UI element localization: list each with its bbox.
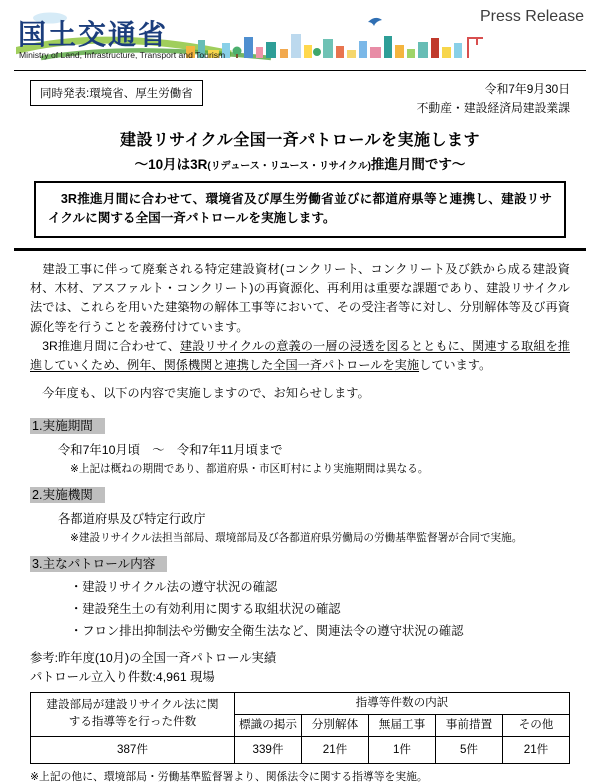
table-header-sub-4: 事前措置 bbox=[436, 714, 503, 736]
results-table bbox=[30, 692, 570, 764]
joint-announcement-box: 同時発表:環境省、厚生労働省 bbox=[30, 80, 203, 106]
section-heading-1: 1.実施期間 bbox=[30, 418, 105, 434]
release-date: 令和7年9月30日 bbox=[484, 82, 570, 96]
body-paragraph-3: 今年度も、以下の内容で実施しますので、お知らせします。 bbox=[30, 386, 370, 401]
section-contents bbox=[30, 553, 570, 639]
page-subtitle bbox=[0, 153, 600, 173]
bullet-item: ・フロン排出抑制法や労働安全衛生法など、関連法令の遵守状況の確認 bbox=[70, 623, 464, 638]
body-text bbox=[30, 260, 570, 404]
section-period bbox=[30, 415, 570, 476]
bullet-item: ・建設発生土の有効利用に関する取組状況の確認 bbox=[70, 601, 341, 616]
press-release-label: Press Release bbox=[479, 8, 584, 25]
footnote: ※上記の他に、環境部局・労働基準監督署より、関係法令に関する指導等を実施。 bbox=[30, 771, 428, 784]
table-value-4: 5件 bbox=[436, 736, 503, 764]
section-heading-row bbox=[30, 484, 570, 504]
subtitle-left: 〜10月は3R bbox=[134, 156, 208, 172]
header bbox=[16, 8, 584, 68]
section-heading-row bbox=[30, 553, 570, 573]
table-value-1: 339件 bbox=[235, 736, 302, 764]
section-heading-row bbox=[30, 415, 570, 435]
title-block bbox=[0, 127, 600, 173]
table-value-col1: 387件 bbox=[31, 736, 235, 764]
release-department: 不動産・建設経済局建設業課 bbox=[416, 100, 570, 115]
date-block bbox=[417, 80, 570, 118]
section-heading-2: 2.実施機関 bbox=[30, 487, 105, 503]
info-row bbox=[30, 80, 570, 118]
table-header-sub-5: その他 bbox=[503, 714, 570, 736]
p2-plain: 3R推進月間に合わせて、 bbox=[30, 338, 181, 353]
bird-icon bbox=[368, 18, 382, 26]
ministry-subtitle: Ministry of Land, Infrastructure, Transport and Tourism bbox=[19, 50, 226, 60]
table-header-sub-1: 標識の掲示 bbox=[235, 714, 302, 736]
header-divider bbox=[14, 70, 586, 71]
crane-icon bbox=[468, 38, 483, 58]
subtitle-right: 推進月間です〜 bbox=[370, 156, 466, 172]
table-header-col1: 建設部局が建設リサイクル法に関する指導等を行った件数 bbox=[31, 692, 235, 736]
section-divider bbox=[14, 248, 586, 251]
buildings-icon bbox=[186, 34, 462, 58]
summary-box: 3R推進月間に合わせて、環境省及び厚生労働省並びに都道府県等と連携し、建設リサイクルに関する全国一斉パトロールを実施します。 bbox=[34, 181, 566, 238]
reference-line-1: 参考:昨年度(10月)の全国一斉パトロール実績 bbox=[30, 650, 277, 665]
table-header-group: 指導等件数の内訳 bbox=[235, 692, 570, 714]
table-header-sub-3: 無届工事 bbox=[369, 714, 436, 736]
table-value-5: 21件 bbox=[503, 736, 570, 764]
table-value-2: 21件 bbox=[302, 736, 369, 764]
section-1-line: 令和7年10月頃 〜 令和7年11月頃まで bbox=[58, 442, 283, 457]
section-agencies bbox=[30, 484, 570, 545]
reference-block bbox=[30, 649, 570, 688]
section-2-note: ※建設リサイクル法担当部局、環境部局及び各都道府県労働局の労働基準監督署が合同で実施。 bbox=[70, 531, 523, 544]
page-title: 建設リサイクル全国一斉パトロールを実施します bbox=[119, 131, 481, 149]
section-1-note: ※上記は概ねの期間であり、都道府県・市区町村により実施期間は異なる。 bbox=[70, 462, 429, 475]
section-2-line: 各都道府県及び特定行政庁 bbox=[58, 511, 206, 526]
ministry-name: 国土交通省 bbox=[18, 19, 169, 50]
body-paragraph-2 bbox=[30, 337, 570, 376]
sections bbox=[30, 415, 570, 639]
bullet-item: ・建設リサイクル法の遵守状況の確認 bbox=[70, 579, 278, 594]
section-heading-3: 3.主なパトロール内容 bbox=[30, 556, 167, 572]
reference-line-2: パトロール立入り件数:4,961 現場 bbox=[30, 670, 215, 685]
subtitle-paren: (リデュース・リユース・リサイクル) bbox=[207, 160, 371, 172]
p2-tail: しています。 bbox=[419, 358, 492, 373]
table-value-3: 1件 bbox=[369, 736, 436, 764]
table-header-sub-2: 分別解体 bbox=[302, 714, 369, 736]
body-paragraph-1: 建設工事に伴って廃棄される特定建設資材(コンクリート、コンクリート及び鉄から成る建設資材、木材、アスファルト・コンクリート)の再資源化、再利用は重要な課題であり、建設リサイクル法では、これらを用いた建築物の解体工事等において、その受注者等に対し、分別解体等及び再資源化等を行うことを義務付けています。 bbox=[30, 261, 570, 334]
p2-underlined: 建設リサイクルの意義の一層の浸透を図るとともに、関連する取組を推進していくため、例年、関係機関と連携した全国一斉パトロールを実施 bbox=[30, 338, 570, 373]
